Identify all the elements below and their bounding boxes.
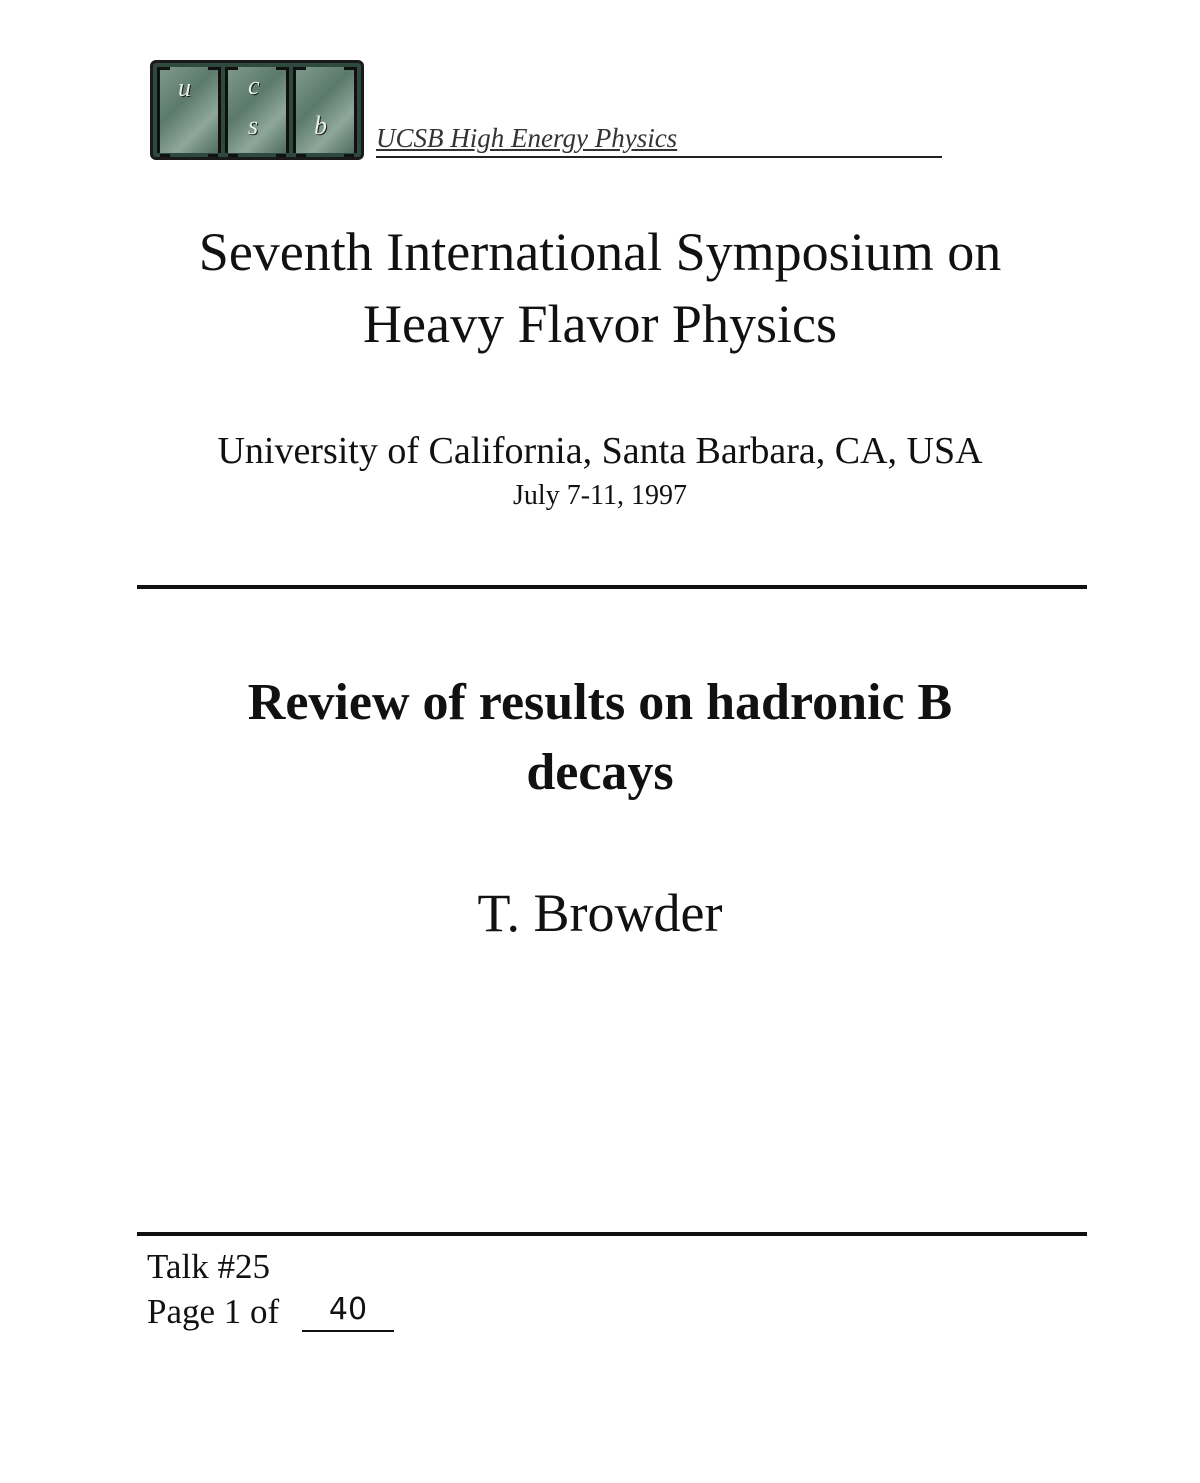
- lab-name: UCSB High Energy Physics: [376, 122, 942, 158]
- talk-title-line-1: Review of results on hadronic B: [247, 674, 953, 731]
- conference-title-line-2: Heavy Flavor Physics: [363, 294, 837, 354]
- conference-title: [100, 216, 1100, 360]
- logo-cell-u: [157, 67, 221, 153]
- conference-title-line-1: Seventh International Symposium on: [198, 222, 1002, 282]
- page-total-handwritten: 40: [302, 1290, 394, 1332]
- top-divider: [137, 585, 1087, 589]
- logo-letter-s: s: [248, 111, 259, 140]
- page-count: [147, 1290, 394, 1336]
- conference-venue: University of California, Santa Barbara, CA, USA: [217, 430, 983, 472]
- logo-cell-b: [293, 67, 357, 153]
- ucsb-logo: [150, 60, 364, 160]
- conference-dates: July 7-11, 1997: [513, 480, 687, 511]
- bottom-divider: [137, 1232, 1087, 1236]
- talk-number: Talk #25: [147, 1247, 270, 1286]
- logo-letter-c: c: [248, 71, 260, 100]
- page-count-prefix: Page 1 of: [147, 1292, 280, 1331]
- author-name: T. Browder: [477, 883, 723, 943]
- talk-title-line-2: decays: [526, 744, 674, 801]
- logo-letter-u: u: [178, 73, 191, 102]
- logo-letter-b: b: [314, 111, 327, 140]
- logo-cell-cs: [225, 67, 289, 153]
- talk-title: [100, 668, 1100, 808]
